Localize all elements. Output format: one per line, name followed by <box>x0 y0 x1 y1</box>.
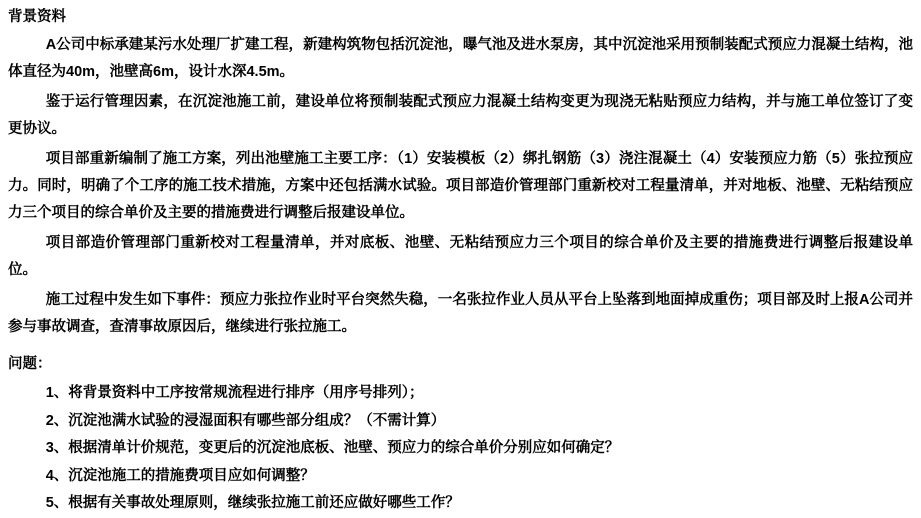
question-item-5: 5、根据有关事故处理原则，继续张拉施工前还应做好哪些工作？ <box>45 495 460 511</box>
background-paragraph-1: A公司中标承建某污水处理厂扩建工程，新建构筑物包括沉淀池，曝气池及进水泵房，其中沉淀池采用预制装配式预应力混凝土结构，池体直径为40m，池壁高6m，设计水深4.5m。 <box>8 37 913 80</box>
question-item-1: 1、将背景资料中工序按常规流程进行排序（用序号排列）； <box>45 385 424 401</box>
background-paragraph-3: 项目部重新编制了施工方案，列出池壁施工主要工序：（1）安装模板（2）绑扎钢筋（3）浇注混凝土（4）安装预应力筋（5）张拉预应力。同时，明确了个工序的施工技术措施，方案中还包括满水试验。项目部造价管理部门重新校对工程量清单，并对地板、池壁、无粘结预应力三个项目的综合单价及主要的措施费进行调整后报建设单位。 <box>8 151 913 221</box>
question-item-4: 4、沉淀池施工的措施费项目应如何调整？ <box>45 467 315 484</box>
questions-section-title: 问题： <box>8 356 52 372</box>
background-paragraph-5: 施工过程中发生如下事件：预应力张拉作业时平台突然失稳，一名张拉作业人员从平台上坠落到地面掉成重伤；项目部及时上报A公司并参与事故调查，查清事故原因后，继续进行张拉施工。 <box>8 292 913 335</box>
background-section-title: 背景资料 <box>8 9 66 25</box>
background-paragraph-4: 项目部造价管理部门重新校对工程量清单，并对底板、池壁、无粘结预应力三个项目的综合单价及主要的措施费进行调整后报建设单位。 <box>8 235 913 278</box>
question-item-3: 3、根据清单计价规范，变更后的沉淀池底板、池壁、预应力的综合单价分别应如何确定？ <box>45 440 620 456</box>
background-paragraph-2: 鉴于运行管理因素，在沉淀池施工前，建设单位将预制装配式预应力混凝土结构变更为现浇无粘贴预应力结构，并与施工单位签订了变更协议。 <box>8 94 913 137</box>
question-item-2: 2、沉淀池满水试验的浸湿面积有哪些部分组成？（不需计算） <box>45 412 446 429</box>
